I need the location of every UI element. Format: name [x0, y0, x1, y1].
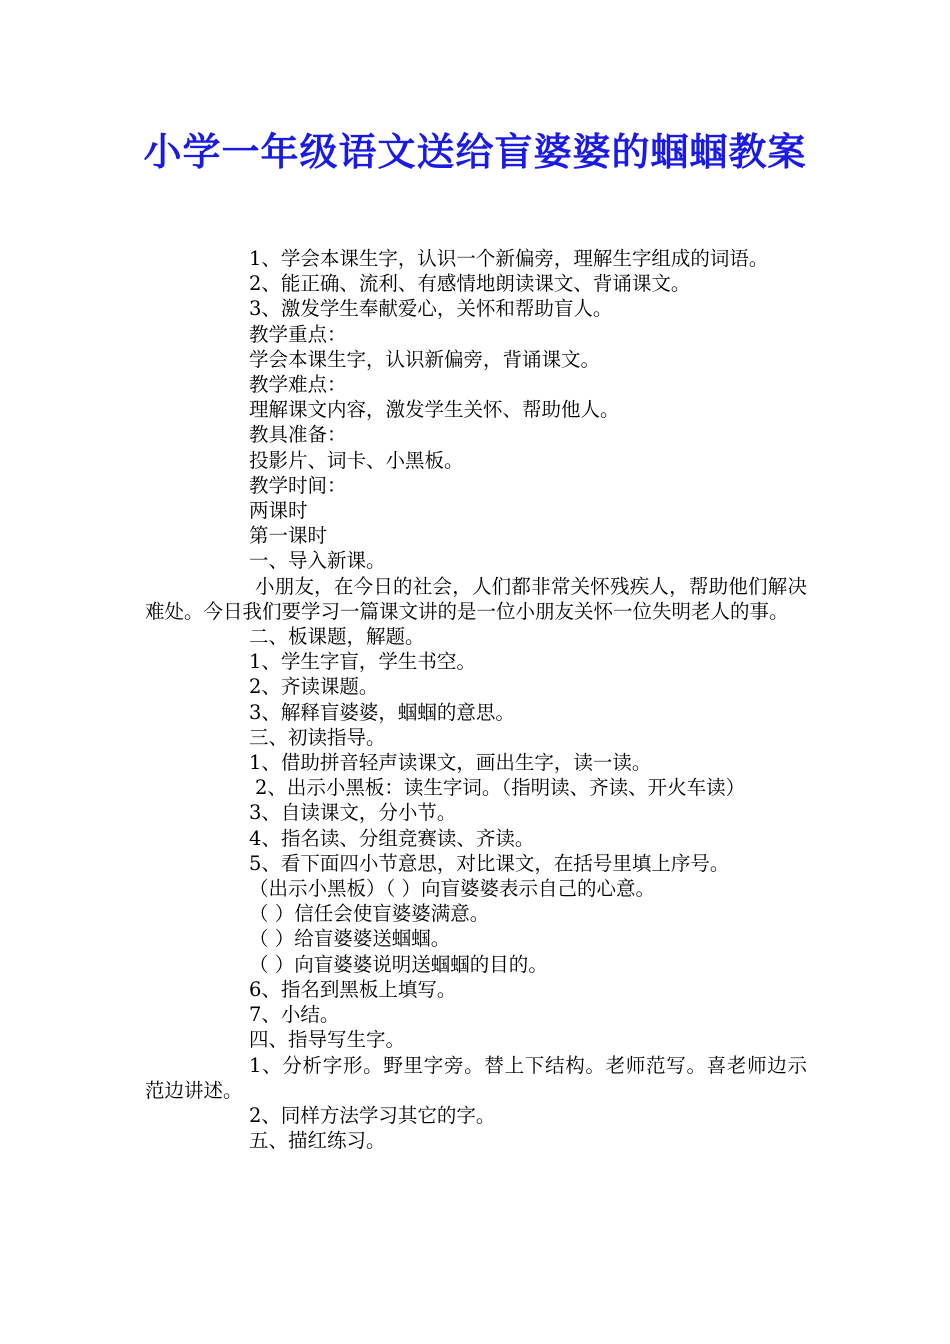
paragraph: （ ）向盲婆婆说明送蝈蝈的目的。 [249, 952, 548, 976]
section-heading: 五、描红练习。 [249, 1129, 386, 1153]
section-heading: 教学时间： [249, 473, 347, 497]
section-heading: 教学重点： [249, 322, 347, 346]
paragraph: 1、分析字形。野里字旁。替上下结构。老师范写。喜老师边示范边讲述。 [145, 1053, 807, 1102]
paragraph: 4、指名读、分组竞赛读、齐读。 [249, 826, 535, 850]
section-heading: 四、指导写生字。 [249, 1028, 406, 1052]
section-heading: 二、板课题，解题。 [249, 625, 425, 649]
paragraph: 3、自读课文，分小节。 [249, 801, 457, 825]
paragraph: 1、学会本课生字，认识一个新偏旁，理解生字组成的词语。 [249, 247, 769, 270]
paragraph: 1、借助拼音轻声读课文，画出生字，读一读。 [249, 751, 652, 775]
section-heading: 三、初读指导。 [249, 725, 386, 749]
paragraph: （ ）给盲婆婆送蝈蝈。 [249, 927, 451, 951]
paragraph: 7、小结。 [249, 1003, 340, 1027]
paragraph: 2、齐读课题。 [249, 675, 379, 699]
paragraph: 学会本课生字，认识新偏旁，背诵课文。 [249, 347, 601, 371]
paragraph: 1、学生字盲，学生书空。 [249, 650, 476, 674]
paragraph: （ ）信任会使盲婆婆满意。 [249, 902, 490, 926]
document-title: 小学一年级语文送给盲婆婆的蝈蝈教案 [143, 130, 807, 174]
paragraph: 小朋友，在今日的社会，人们都非常关怀残疾人，帮助他们解决难处。今日我们要学习一篇课文讲的是一位小朋友关怀一位失明老人的事。 [145, 574, 807, 623]
document-body [145, 246, 807, 1153]
section-heading: 一、导入新课。 [249, 549, 386, 573]
section-heading: 第一课时 [249, 524, 328, 548]
paragraph: 3、解释盲婆婆，蝈蝈的意思。 [249, 700, 515, 724]
paragraph: 3、激发学生奉献爱心，关怀和帮助盲人。 [249, 297, 613, 321]
paragraph: 2、能正确、流利、有感情地朗读课文、背诵课文。 [249, 272, 691, 296]
paragraph: 2、出示小黑板：读生字词。（指明读、齐读、开火车读） [255, 776, 746, 800]
paragraph: 投影片、词卡、小黑板。 [249, 448, 464, 472]
section-heading: 教学难点： [249, 373, 347, 397]
paragraph: 两课时 [249, 499, 308, 523]
section-heading: 教具准备： [249, 423, 347, 447]
paragraph: 5、看下面四小节意思，对比课文，在括号里填上序号。 [249, 851, 730, 875]
paragraph: （出示小黑板）（ ）向盲婆婆表示自己的心意。 [249, 877, 655, 901]
paragraph: 理解课文内容，激发学生关怀、帮助他人。 [249, 398, 620, 422]
paragraph: 2、同样方法学习其它的字。 [249, 1103, 496, 1127]
paragraph: 6、指名到黑板上填写。 [249, 977, 457, 1001]
